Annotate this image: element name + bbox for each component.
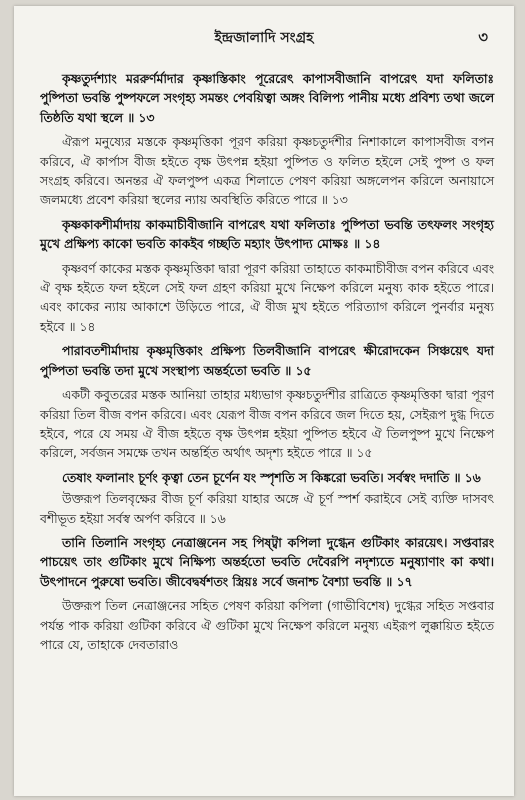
page-number: ৩: [478, 28, 488, 46]
bengali-explanation-16: উক্তরূপ তিলবৃক্ষের বীজ চূর্ণ করিয়া যাহার অঙ্গে ঐ চূর্ণ স্পর্শ করাইবে সেই ব্যক্তি দাসবৎ বশীভূত হইয়া সর্বস্ব অর্পণ করিবে ॥ ১৬: [40, 492, 494, 526]
bengali-explanation-14: কৃষ্ণবর্ণ কাকের মস্তক কৃষ্ণমৃত্তিকা দ্বারা পূরণ করিয়া তাহাতে কাকমাচীবীজ বপন করিবে এবং ঐ বৃক্ষ হইতে ফল হইলে সেই ফল গ্রহণ করিয়া মুখে নিক্ষেপ করিলে মনুষ্য কাক হইতে পারে। এবং কাকের ন্যায় আকাশে উড়িতে পারে, ঐ বীজ মুখ হইতে পরিত্যাগ করিলে পুনর্বার মনুষ্য হইবে ॥ ১৪: [40, 261, 494, 334]
bengali-explanation-15: একটী কবুতরের মস্তক আনিয়া তাহার মধ্যভাগ কৃষ্ণচতুর্দশীর রাত্রিতে কৃষ্ণমৃত্তিকা দ্বারা পূরণ করিয়া তিল বীজ বপন করিবে। এবং যেরূপ বীজ বপন করিবে জল দিতে হয়, সেইরূপ দুগ্ধ দিতে হইবে, পরে যে সময় ঐ বীজ হইতে বৃক্ষ উৎপন্ন হইয়া পুষ্পিত হইবে ঐ তিলপুষ্প মুখে নিক্ষেপ করিলে, সর্বজন সমক্ষে তখন অন্তর্হিত অর্থাৎ অদৃশ্য হইতে পারে ॥ ১৫: [40, 388, 494, 461]
sanskrit-verse-17: তানি তিলানি সংগৃহ্য নেত্রাঞ্জনেন সহ পিষ্ট্বা কপিলা দুগ্ধেন গুটিকাং কারয়েৎ। সপ্তবারং পাচয়েৎ তাং গুটিকাং মুখে নিক্ষিপ্য অন্তর্হতো ভবতি দেবৈরপি নদৃশ্যতে মনুষ্যাণাং কা কথা। উৎপাদনে পুরুষো ভবতি। জীবেদ্বর্ষশতং স্ত্রিয়ঃ সর্বে জনাশ্চ বৈশ্যা ভবন্তি ॥ ১৭: [40, 535, 494, 589]
sanskrit-verse-16: তেষাং ফলানাং চূর্ণং কৃত্বা তেন চূর্ণেন যং স্পৃশতি স কিঙ্করো ভবতি। সর্বস্বং দদাতি ॥ ১৬: [62, 470, 481, 485]
bengali-explanation-17: উক্তরূপ তিল নেত্রাঞ্জনের সহিত পেষণ করিয়া কপিলা (গাভীবিশেষ) দুগ্ধের সহিত সপ্তবার পর্যন্ত পাক করিয়া গুটিকা করিবে ঐ গুটিকা মুখে নিক্ষেপ করিলে মনুষ্য এইরূপ লুক্কায়িত হইতে পারে যে, তাহাকে দেবতারাও: [40, 599, 494, 652]
running-title: ইন্দ্রজালাদি সংগ্রহ: [214, 30, 314, 46]
sanskrit-verse-15: পারাবতশীর্মাদায় কৃষ্ণমৃত্তিকাং প্রক্ষিপ্য তিলবীজানি বাপরেৎ ক্ষীরোদকেন সিঞ্চয়েৎ যদা পুষ্পিতা ভবন্তি তদা মুখে সংস্থাপ্য অন্তর্হতো ভবতি ॥ ১৫: [40, 344, 494, 378]
sanskrit-verse-14: কৃষ্ণকাকশীর্মাদায় কাকমাচীবীজানি বাপরেৎ যথা ফলিতাঃ পুষ্পিতা ভবন্তি তৎফলং সংগৃহ্য মুখে প্রক্ষিপ্য কাকো ভবতি কাকইব গচ্ছতি মহ্যাং উৎপাদ্য মোক্ষঃ ॥ ১৪: [40, 217, 494, 252]
page-body: [40, 70, 494, 660]
page-header: [14, 26, 514, 50]
sanskrit-verse-13: কৃষ্ণতুর্দশ্যাং মররুর্ণর্মাদার কৃষ্ণাস্তিকাং পূরেরেৎ কাপাসবীজানি বাপরেৎ যদা ফলিতাঃ পুষ্পিতা ভবন্তি পুষ্পফলে সংগৃহ্য সমন্তং পেবয়িত্বা অঙ্গং বিলিপ্য পানীয় মধ্যে প্রবিশ্য তথা জলে তিষ্ঠতি যথা স্থলে ॥ ১৩: [40, 72, 494, 125]
bengali-explanation-13: ঐরূপ মনুষ্যের মস্তকে কৃষ্ণমৃত্তিকা পূরণ করিয়া কৃষ্ণচতুর্দশীর নিশাকালে কাপাসবীজ বপন করিবে, ঐ কার্পাস বীজ হইতে বৃক্ষ উৎপন্ন হইয়া পুষ্পিত ও ফলিত হইলে সেই পুষ্প ও ফল সংগ্রহ করিবে। অনন্তর ঐ ফলপুষ্প একত্র শিলাতে পেষণ করিয়া অঙ্গলেপন করিলে অনায়াসে জলমধ্যে প্রবেশ করিয়া স্থলের ন্যায় অবস্থিতি করিতে পারে ॥ ১৩: [40, 135, 494, 208]
book-page: [14, 6, 514, 796]
